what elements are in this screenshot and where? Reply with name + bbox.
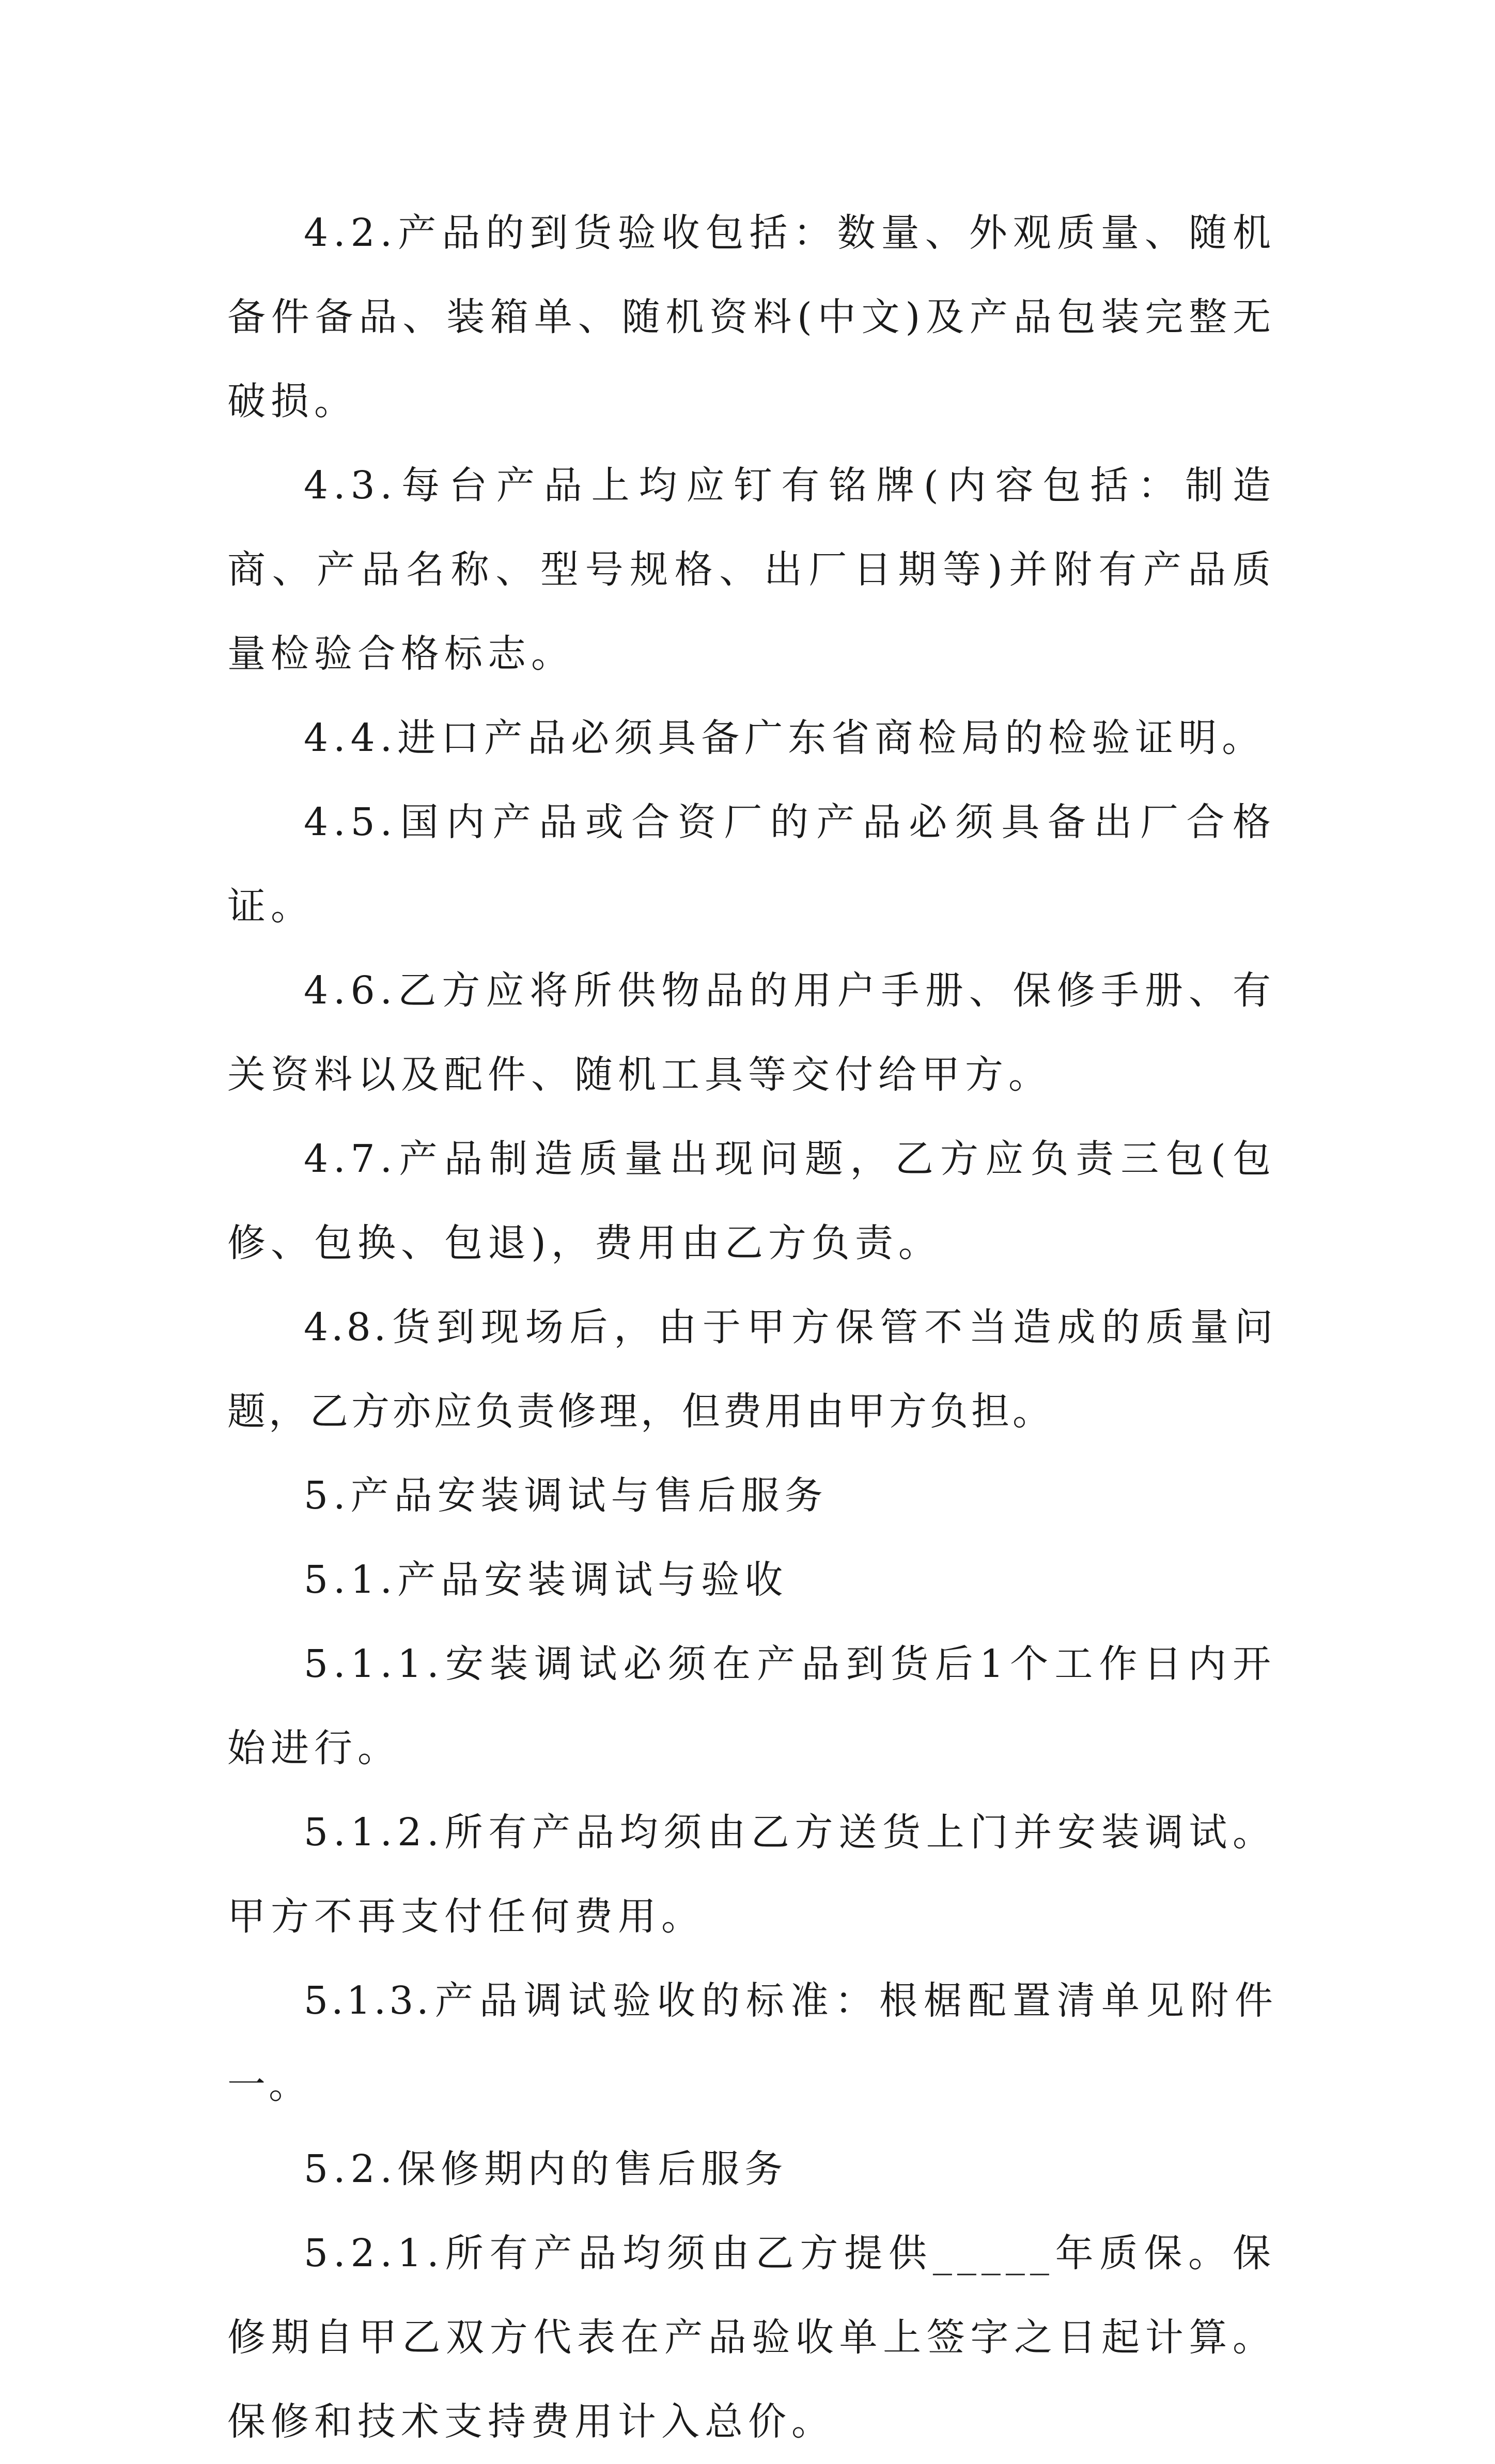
section-5-1-heading: 5.1.产品安装调试与验收: [304, 1558, 788, 1602]
clause-5-1-1: 5.1.1.安装调试必须在产品到货后1个工作日内开始进行。: [227, 1642, 1276, 1770]
clause-4-2: 4.2.产品的到货验收包括：数量、外观质量、随机备件备品、装箱单、随机资料(中文)及产品包装完整无破损。: [227, 211, 1276, 423]
clause-5-1-3: 5.1.3.产品调试验收的标准：根椐配置清单见附件一。: [227, 1979, 1276, 2107]
section-5-heading: 5.产品安装调试与售后服务: [304, 1473, 828, 1518]
clause-4-4: 4.4.进口产品必须具备广东省商检局的检验证明。: [304, 716, 1266, 760]
clause-5-2-1: 5.2.1.所有产品均须由乙方提供_____年质保。保修期自甲乙双方代表在产品验收单上签字之日起计算。保修和技术支持费用计入总价。: [227, 2231, 1276, 2444]
section-5-2-heading: 5.2.保修期内的售后服务: [304, 2147, 788, 2191]
clause-4-5: 4.5.国内产品或合资厂的产品必须具备出厂合格证。: [227, 800, 1276, 929]
clause-5-1-2: 5.1.2.所有产品均须由乙方送货上门并安装调试。甲方不再支付任何费用。: [227, 1810, 1276, 1939]
document-body: [227, 191, 1276, 2464]
clause-4-6: 4.6.乙方应将所供物品的用户手册、保修手册、有关资料以及配件、随机工具等交付给甲方。: [227, 968, 1276, 1097]
clause-4-3: 4.3.每台产品上均应钉有铭牌(内容包括：制造商、产品名称、型号规格、出厂日期等)并附有产品质量检验合格标志。: [227, 463, 1276, 676]
clause-4-7: 4.7.产品制造质量出现问题，乙方应负责三包(包修、包换、包退)，费用由乙方负责。: [227, 1137, 1276, 1265]
clause-4-8: 4.8.货到现场后，由于甲方保管不当造成的质量问题，乙方亦应负责修理，但费用由甲方负担。: [227, 1305, 1276, 1434]
